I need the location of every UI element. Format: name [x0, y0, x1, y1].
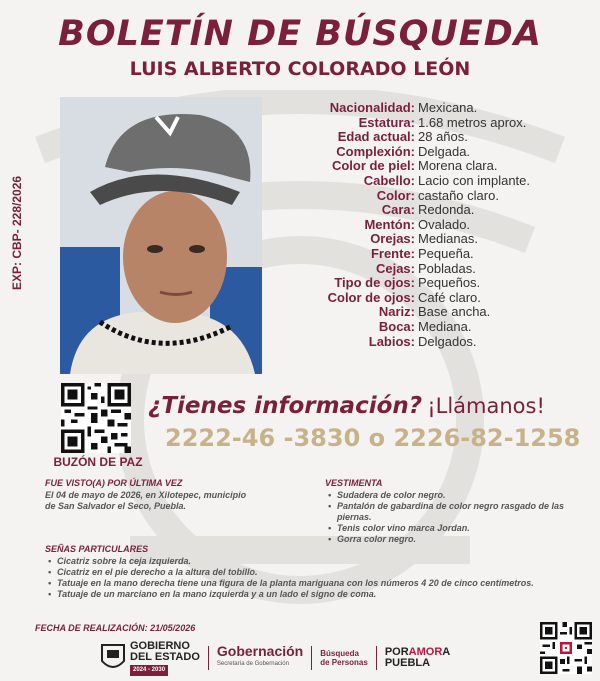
footer-logos — [100, 640, 520, 676]
marks-heading: SEÑAS PARTICULARES — [45, 544, 149, 554]
attribute-row: Nacionalidad: Mexicana. — [329, 100, 478, 115]
clothing-heading: VESTIMENTA — [325, 478, 383, 488]
divider — [208, 646, 209, 670]
divider — [311, 646, 312, 670]
coat-of-arms-icon — [100, 643, 126, 673]
list-item: • Gorra color negro. — [325, 534, 587, 545]
busqueda-logo: Búsqueda de Personas — [320, 649, 368, 667]
attribute-list — [268, 101, 598, 349]
person-name: LUIS ALBERTO COLORADO LEÓN — [129, 58, 471, 80]
attribute-row: Cejas: Pobladas. — [375, 260, 476, 276]
phone-numbers[interactable]: 2222-46 -3830 o 2226-82-1258 — [165, 424, 581, 452]
divider — [376, 646, 377, 670]
list-item: • Tatuaje de un marciano en la mano izquierda y a un lado el signo de coma. — [45, 589, 555, 600]
attribute-row: Color de piel: Morena clara. — [331, 158, 498, 174]
attribute-row: Complexión: Delgada. — [336, 143, 471, 159]
attribute-row: Cara: Redonda. — [381, 202, 475, 218]
list-item: • Pantalón de gabardina de color negro rasgado de las piernas. — [325, 501, 587, 523]
attribute-row: Nariz: Base ancha. — [378, 304, 491, 320]
person-photo — [60, 97, 262, 374]
list-item: • Cicatriz en el pie derecho a la altura del tobillo. — [45, 567, 555, 578]
attribute-row: Color de ojos: Café claro. — [327, 289, 481, 305]
attribute-row: Mentón: Ovalado. — [364, 216, 471, 232]
por-amor-a-puebla-logo: PORAMORA PUEBLA — [384, 646, 451, 669]
qr-code-buzon[interactable] — [61, 383, 131, 453]
list-item: • Tenis color vino marca Jordan. — [325, 523, 587, 534]
attribute-row: Tipo de ojos: Pequeños. — [334, 275, 481, 291]
attribute-row: Orejas: Medianas. — [370, 231, 478, 247]
attribute-row: Edad actual: 28 años. — [337, 129, 468, 145]
clothing-list — [325, 490, 587, 545]
gobernacion-logo: Gobernación Secretaría de Gobernación — [216, 643, 304, 667]
list-item: • Tatuaje en la mano derecha tiene una figura de la planta mariguana con los números 4 20 de cinco centímetros. — [45, 578, 555, 589]
attribute-row: Estatura: 1.68 metros aprox. — [358, 114, 527, 130]
info-question: ¿Tienes información? — [148, 393, 423, 419]
page-title: BOLETÍN DE BÚSQUEDA — [58, 14, 542, 54]
attribute-row: Labios: Delgados. — [368, 333, 477, 349]
attribute-row: Frente: Pequeña. — [370, 245, 474, 261]
qr-code-footer[interactable] — [540, 622, 592, 674]
attribute-row: Boca: Mediana. — [378, 318, 472, 334]
expediente-number: EXP: CBP- 228/2026 — [10, 175, 24, 290]
last-seen-heading: FUE VISTO(A) POR ÚLTIMA VEZ — [45, 478, 183, 488]
info-call: ¡Llámanos! — [427, 394, 545, 418]
fecha-realizacion: FECHA DE REALIZACIÓN: 21/05/2026 — [35, 623, 196, 633]
list-item: • Cicatriz sobre la ceja izquierda. — [45, 556, 555, 567]
buzon-label: BUZÓN DE PAZ — [53, 455, 143, 469]
attribute-row: Color: castaño claro. — [376, 187, 499, 203]
last-seen-text: El 04 de mayo de 2026, en Xilotepec, municipio de San Salvador el Seco, Puebla. — [45, 490, 247, 511]
info-prompt — [148, 393, 545, 419]
attribute-row: Cabello: Lacio con implante. — [363, 172, 531, 188]
marks-list — [45, 556, 555, 600]
gobierno-logo: GOBIERNO DEL ESTADO 2024 - 2030 — [100, 641, 200, 676]
list-item: • Sudadera de color negro. — [325, 490, 587, 501]
